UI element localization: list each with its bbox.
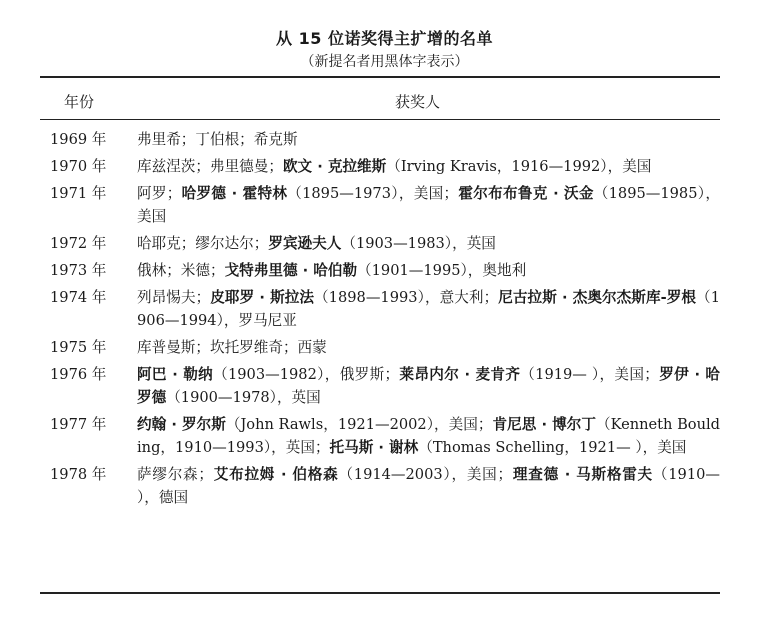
table-row	[40, 128, 720, 151]
table-row	[40, 232, 720, 255]
row-year: 1973 年	[50, 262, 107, 279]
row-year: 1978 年	[50, 466, 107, 483]
new-nominee-name: 罗伊 · 哈罗德	[137, 366, 720, 406]
row-winners	[137, 128, 720, 151]
new-nominee-name: 哈罗德 · 霍特林	[181, 185, 288, 202]
winner-text: 库普曼斯；坎托罗维奇；西蒙	[137, 339, 327, 356]
bottom-rule	[40, 592, 720, 594]
winner-text: 俄林；米德；	[137, 262, 225, 279]
winner-text: （1895—1973），美国；	[287, 185, 459, 202]
new-nominee-name: 理查德 · 马斯格雷夫	[512, 466, 653, 483]
top-rule	[40, 76, 720, 78]
winner-text: （1903—1982），俄罗斯；	[213, 366, 400, 383]
row-winners	[137, 286, 720, 332]
new-nominee-name: 阿巴 · 勒纳	[137, 366, 214, 383]
winner-text: 列昂惕夫；	[137, 289, 211, 306]
new-nominee-name: 皮耶罗 · 斯拉法	[210, 289, 315, 306]
table-row	[40, 286, 720, 332]
new-nominee-name: 尼古拉斯 · 杰奥尔杰斯库-罗根	[498, 289, 697, 306]
table-row	[40, 413, 720, 459]
row-year: 1969 年	[50, 131, 107, 148]
row-year: 1975 年	[50, 339, 107, 356]
winner-text: （1910— ），德国	[137, 466, 720, 506]
row-year: 1976 年	[50, 366, 107, 383]
row-winners	[137, 155, 720, 178]
table-row	[40, 259, 720, 282]
winner-text: （Kenneth Boulding，1910—1993），英国；	[137, 416, 720, 456]
new-nominee-name: 约翰 · 罗尔斯	[137, 416, 226, 433]
winner-text: （1919— ），美国；	[520, 366, 659, 383]
row-year: 1972 年	[50, 235, 107, 252]
column-header-year: 年份	[64, 93, 95, 111]
row-year: 1971 年	[50, 185, 107, 202]
row-winners	[137, 336, 720, 359]
winner-text: （1914—2003），美国；	[338, 466, 513, 483]
winner-text: （1895—1985），美国	[137, 185, 720, 225]
new-nominee-name: 戈特弗里德 · 哈伯勒	[224, 262, 358, 279]
header-rule	[40, 119, 720, 120]
winner-text: （Irving Kravis，1916—1992），美国	[386, 158, 652, 175]
new-nominee-name: 罗宾逊夫人	[268, 235, 342, 252]
row-year: 1977 年	[50, 416, 107, 433]
table-row	[40, 155, 720, 178]
winner-text: （1900—1978），英国	[166, 389, 321, 406]
row-winners	[137, 259, 720, 282]
winner-text: 哈耶克；缪尔达尔；	[137, 235, 269, 252]
new-nominee-name: 霍尔布布鲁克 · 沃金	[458, 185, 594, 202]
new-nominee-name: 艾布拉姆 · 伯格森	[213, 466, 339, 483]
row-winners	[137, 232, 720, 255]
winner-text: （1898—1993），意大利；	[314, 289, 499, 306]
new-nominee-name: 莱昂内尔 · 麦肯齐	[399, 366, 521, 383]
laureate-table-body	[40, 128, 720, 513]
table-title: 从 15 位诺奖得主扩增的名单	[276, 29, 493, 48]
winner-text: 库兹涅茨；弗里德曼；	[137, 158, 283, 175]
table-row	[40, 363, 720, 409]
column-header-winners: 获奖人	[395, 93, 441, 111]
winner-text: （1906—1994），罗马尼亚	[137, 289, 720, 329]
winner-text: 弗里希；丁伯根；希克斯	[137, 131, 298, 148]
row-winners	[137, 413, 720, 459]
new-nominee-name: 托马斯 · 谢林	[329, 439, 419, 456]
table-row	[40, 182, 720, 228]
row-year: 1974 年	[50, 289, 107, 306]
table-subtitle: （新提名者用黑体字表示）	[300, 54, 469, 70]
table-row	[40, 336, 720, 359]
winner-text: 萨缪尔森；	[137, 466, 213, 483]
winner-text: （1903—1983），英国	[341, 235, 496, 252]
winner-text: （John Rawls，1921—2002），美国；	[225, 416, 493, 433]
row-winners	[137, 182, 720, 228]
row-winners	[137, 363, 720, 409]
row-winners	[137, 463, 720, 509]
new-nominee-name: 欧文 · 克拉维斯	[282, 158, 387, 175]
table-row	[40, 463, 720, 509]
row-year: 1970 年	[50, 158, 107, 175]
winner-text: （1901—1995），奥地利	[357, 262, 527, 279]
winner-text: （Thomas Schelling，1921— ），美国	[418, 439, 687, 456]
new-nominee-name: 肯尼思 · 博尔丁	[492, 416, 596, 433]
winner-text: 阿罗；	[137, 185, 182, 202]
